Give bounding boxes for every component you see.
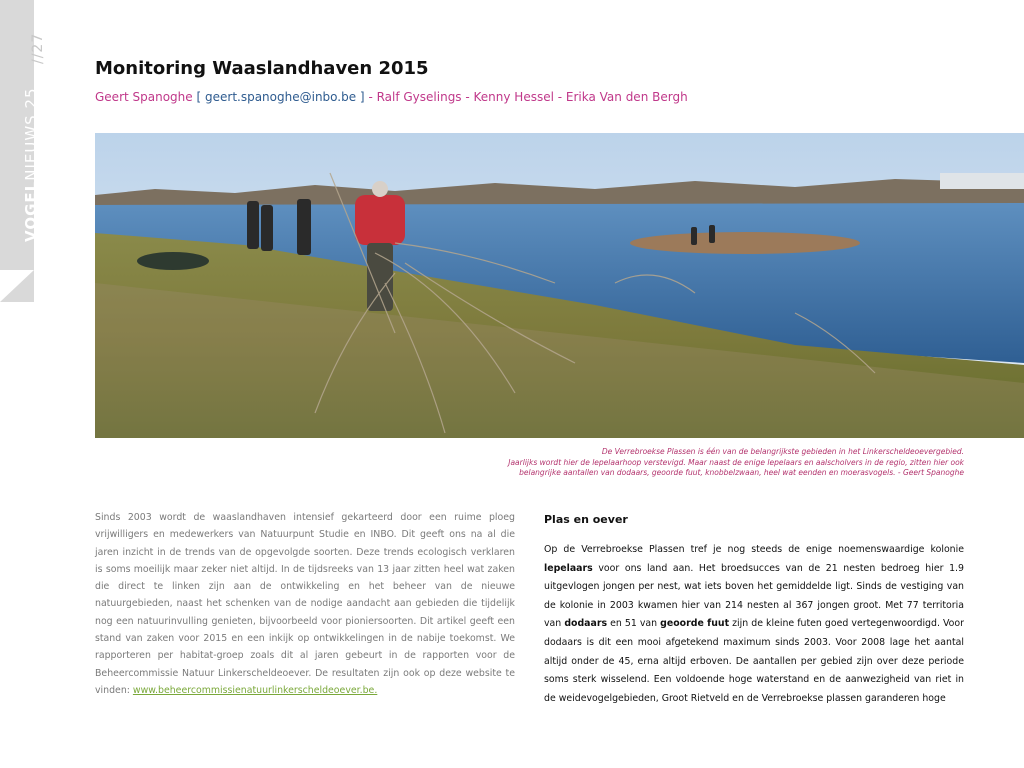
section-paragraph [544,541,964,708]
section-text: Op de Verrebroekse Plassen tref je nog steeds de enige noemenswaardige kolonie [544,544,964,555]
author-others: - Ralf Gyselings - Kenny Hessel - Erika Van den Bergh [368,90,688,104]
section-column [544,513,964,708]
section-text: en 51 van [607,618,661,630]
caption-line: belangrijke aantallen van dodaars, geoorde fuut, knobbelzwaan, heel wat eenden en moerasvogels. - Geert Spanoghe [519,468,964,477]
intro-text: Sinds 2003 wordt de waaslandhaven intensief gekarteerd door een ruime ploeg vrijwilligers en medewerkers van Natuurpunt Studie en INBO. Dit geeft ons na al die jaren inzicht in de trends van de opgevolgde soorten. Deze trends ecologisch verklaren is soms moeilijk maar zeker niet altijd. In de tijdsreeks van 13 jaar zitten heel wat zaken die direct te linken zijn aan de ontwikkeling en het beheer van de nieuwe natuurgebieden, naast het schenken van de nodige aandacht aan gebieden die tijdelijk nog een natuurinvulling genieten, bijvoorbeeld voor pioniersoorten. Dit artikel geeft een stand van zaken voor 2015 en een inkijk op ontwikkelingen in de nabije toekomst. We rapporteren per habitat-groep zoals dit al jaren gebeurt in de rapporten voor de Beheercommissie Natuur Linkerscheldeoever. De resultaten zijn ook op deze website te vinden: [95,512,515,696]
article-authors [95,90,688,104]
intro-column [95,509,515,699]
article-photo [95,133,1024,438]
author-email[interactable]: [ geert.spanoghe@inbo.be ] [196,90,365,104]
magazine-label-bold: VOGEL [22,180,40,242]
side-tab-notch [0,270,34,302]
article-title: Monitoring Waaslandhaven 2015 [95,58,429,79]
photo-caption [404,447,964,479]
section-text: zijn de kleine futen goed vertegenwoordigd. Voor dodaars is dit een mooi afgetekend maximum sinds 2003. Voor 2008 lage het aantal altijd onder de 45, erna altijd erboven. De aantallen per gebied zijn over deze periode soms sterk wisselend. Een voldoende hoge waterstand en de aanwezigheid van riet in de weidevogelgebieden, Groot Rietveld en de Verrebroekse plassen garanderen hoge [544,618,965,704]
section-heading: Plas en oever [544,513,628,526]
magazine-label [22,87,40,242]
landscape-photo-image [95,133,1024,438]
caption-line: Jaarlijks wordt hier de lepelaarhoop verstevigd. Maar naast de enige lepelaars en aalscholvers in de regio, zitten hier ook [508,457,964,467]
magazine-label-light: NIEUWS 25 [22,87,40,181]
author-first: Geert Spanoghe [95,90,193,104]
website-link[interactable]: www.beheercommissienatuurlinkerscheldeoever.be. [132,684,378,696]
species-dodaars: dodaars [564,618,608,630]
caption-line: De Verrebroekse Plassen is één van de belangrijkste gebieden in het Linkerscheldeoevergebied. [601,447,964,456]
section-text: voor ons land aan. Het broedsucces van de 21 nesten bedroeg hier 1.9 uitgevlogen jongen per nest, wat iets boven het gemiddelde ligt. Sinds de vestiging van de kolonie in 2003 kwamen hier van 214 nesten al 367 jongen groot. Met 77 territoria van [544,562,964,630]
species-lepelaars: lepelaars [544,562,593,574]
page-number: //27 [30,32,46,64]
species-geoorde-fuut: geoorde fuut [660,618,730,630]
